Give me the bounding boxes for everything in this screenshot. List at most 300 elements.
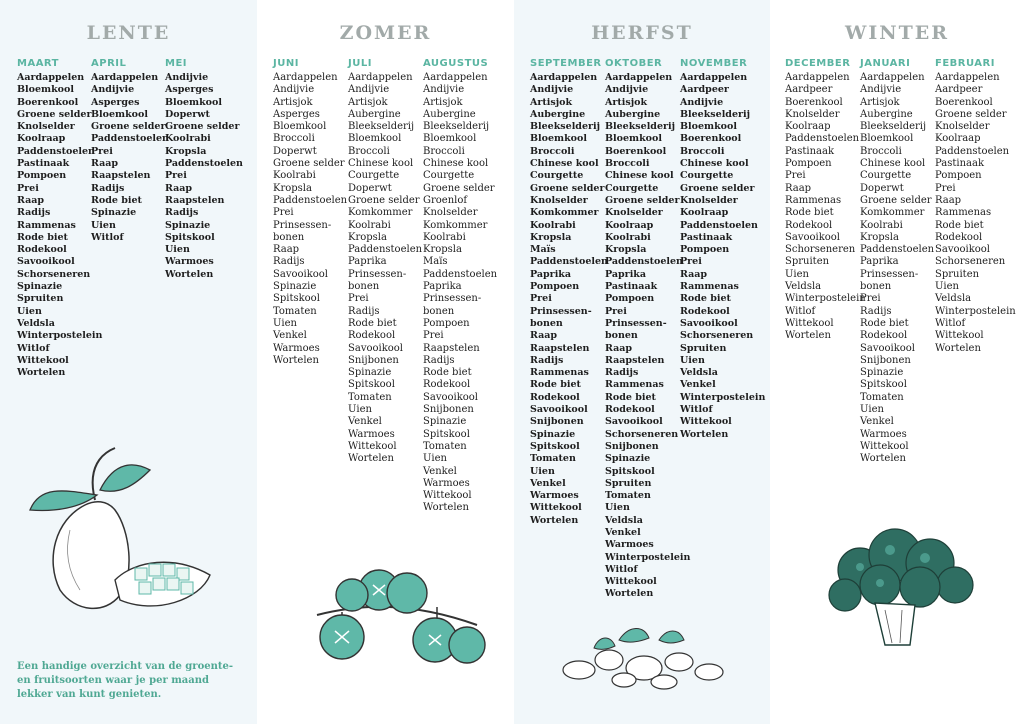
produce-item: Wittekool xyxy=(530,502,582,514)
produce-item: Winterpostelein xyxy=(785,293,866,305)
season-title: WINTER xyxy=(844,22,949,44)
produce-item: Wortelen xyxy=(605,588,654,600)
month-name: DECEMBER xyxy=(785,58,851,69)
produce-item: Andijvie xyxy=(273,84,315,96)
produce-item: Kropsla xyxy=(423,244,462,256)
produce-item: Wortelen xyxy=(530,514,579,526)
produce-item: Knolselder xyxy=(423,207,478,219)
produce-item: Uien xyxy=(91,219,116,231)
produce-list xyxy=(785,72,866,343)
produce-item: Koolrabi xyxy=(860,219,903,231)
produce-item: Schorseneren xyxy=(680,330,754,342)
produce-item: Doperwt xyxy=(860,182,904,194)
produce-item: Rode biet xyxy=(935,219,984,231)
produce-item: Warmoes xyxy=(530,490,579,502)
produce-list xyxy=(605,72,690,601)
produce-item: Savooikool xyxy=(423,391,478,403)
produce-item: Koolrabi xyxy=(423,231,466,243)
produce-item: Bloemkool xyxy=(423,133,477,145)
produce-item: Rode biet xyxy=(91,194,142,206)
produce-item: Paprika xyxy=(423,281,462,293)
produce-item: Groenlof xyxy=(423,194,468,206)
produce-item: Pastinaak xyxy=(785,145,835,157)
produce-item: Boerenkool xyxy=(17,96,79,108)
produce-item: Aubergine xyxy=(860,108,913,120)
produce-item: Tomaten xyxy=(273,305,317,317)
month-column-juli xyxy=(348,58,422,466)
produce-item: Schorseneren xyxy=(935,256,1006,268)
produce-item: Paddenstoelen xyxy=(165,158,243,170)
produce-item: Raap xyxy=(785,182,812,194)
produce-item: Bleekselderij xyxy=(530,121,601,133)
produce-item: Venkel xyxy=(680,379,716,391)
produce-item: Uien xyxy=(680,354,705,366)
produce-item: Spinazie xyxy=(530,428,576,440)
produce-item: Broccoli xyxy=(860,145,902,157)
produce-item: Boerenkool xyxy=(680,133,742,145)
produce-item: Rammenas xyxy=(17,219,76,231)
produce-item: Uien xyxy=(423,453,447,465)
produce-item: Snijbonen xyxy=(860,354,911,366)
produce-item: Aubergine xyxy=(348,108,401,120)
produce-item: Venkel xyxy=(348,416,382,428)
produce-item: Schorseneren xyxy=(785,244,856,256)
produce-item: Asperges xyxy=(91,96,140,108)
produce-item: Spruiten xyxy=(935,268,980,280)
produce-item: Bleekselderij xyxy=(348,121,415,133)
month-name: AUGUSTUS xyxy=(423,58,489,69)
produce-item: Artisjok xyxy=(530,96,573,108)
produce-item: Kropsla xyxy=(605,244,647,256)
produce-item: Venkel xyxy=(530,477,566,489)
produce-item: Prei xyxy=(680,256,702,268)
produce-item: Koolrabi xyxy=(605,231,651,243)
produce-item: Uien xyxy=(935,281,959,293)
produce-item: Veldsla xyxy=(17,317,55,329)
produce-item: Courgette xyxy=(530,170,584,182)
produce-item: Prinsessen- bonen xyxy=(423,293,482,317)
produce-item: Rode biet xyxy=(530,379,581,391)
produce-item: Wortelen xyxy=(17,367,66,379)
produce-item: Andijvie xyxy=(530,84,574,96)
produce-list xyxy=(273,72,347,367)
season-panel-lente xyxy=(0,0,257,724)
produce-item: Chinese kool xyxy=(605,170,674,182)
broccoli-illustration xyxy=(820,525,980,655)
produce-item: Courgette xyxy=(605,182,659,194)
produce-item: Rode biet xyxy=(785,207,834,219)
produce-item: Uien xyxy=(17,305,42,317)
produce-item: Andijvie xyxy=(423,84,465,96)
produce-item: Andijvie xyxy=(605,84,649,96)
produce-item: Paddenstoelen xyxy=(785,133,860,145)
produce-item: Spinazie xyxy=(165,219,211,231)
produce-item: Tomaten xyxy=(423,440,467,452)
produce-item: Wortelen xyxy=(273,354,319,366)
produce-item: Broccoli xyxy=(423,145,465,157)
produce-item: Wortelen xyxy=(935,342,981,354)
produce-item: Raap xyxy=(935,194,962,206)
produce-item: Paddenstoelen xyxy=(680,219,758,231)
produce-item: Doperwt xyxy=(273,145,317,157)
month-column-december xyxy=(785,58,866,343)
produce-list xyxy=(680,72,765,441)
month-column-maart xyxy=(17,58,102,379)
produce-item: Broccoli xyxy=(348,145,390,157)
month-name: OKTOBER xyxy=(605,58,663,69)
produce-item: Prei xyxy=(935,182,956,194)
produce-item: Spinazie xyxy=(423,416,467,428)
produce-item: Savooikool xyxy=(680,317,738,329)
month-column-februari xyxy=(935,58,1016,355)
produce-item: Groene selder xyxy=(530,182,605,194)
month-name: MEI xyxy=(165,58,188,69)
produce-item: Komkommer xyxy=(348,207,413,219)
produce-item: Witlof xyxy=(680,404,713,416)
produce-item: Prinsessen- bonen xyxy=(605,317,667,342)
produce-item: Bloemkool xyxy=(17,84,74,96)
produce-item: Paddenstoelen xyxy=(423,268,498,280)
produce-item: Bleekselderij xyxy=(860,121,927,133)
produce-item: Prinsessen- bonen xyxy=(530,305,592,329)
produce-item: Aubergine xyxy=(530,108,586,120)
produce-item: Spinazie xyxy=(860,367,904,379)
produce-item: Paprika xyxy=(860,256,899,268)
produce-item: Venkel xyxy=(273,330,307,342)
produce-item: Radijs xyxy=(165,207,199,219)
produce-list xyxy=(17,72,102,379)
produce-item: Chinese kool xyxy=(860,158,926,170)
produce-item: Bleekselderij xyxy=(423,121,490,133)
produce-item: Komkommer xyxy=(530,207,599,219)
produce-item: Schorseneren xyxy=(17,268,91,280)
produce-item: Bloemkool xyxy=(605,133,662,145)
produce-item: Spitskool xyxy=(348,379,395,391)
month-column-oktober xyxy=(605,58,690,601)
produce-item: Paddenstoelen xyxy=(530,256,608,268)
produce-item: Spruiten xyxy=(785,256,830,268)
month-column-mei xyxy=(165,58,243,281)
produce-item: Winterpostelein xyxy=(935,305,1016,317)
produce-item: Artisjok xyxy=(423,96,463,108)
produce-item: Chinese kool xyxy=(680,158,749,170)
produce-item: Courgette xyxy=(860,170,912,182)
produce-item: Spinazie xyxy=(91,207,137,219)
produce-item: Warmoes xyxy=(860,428,907,440)
produce-item: Kropsla xyxy=(165,145,207,157)
produce-item: Raap xyxy=(273,244,300,256)
produce-item: Rodekool xyxy=(348,330,396,342)
month-column-november xyxy=(680,58,765,441)
produce-item: Rodekool xyxy=(860,330,908,342)
produce-item: Aardappelen xyxy=(605,72,673,83)
produce-item: Artisjok xyxy=(605,96,648,108)
season-panel-herfst xyxy=(514,0,770,724)
produce-item: Pompoen xyxy=(605,293,655,305)
produce-item: Veldsla xyxy=(680,367,718,379)
produce-item: Koolraap xyxy=(680,207,729,219)
produce-item: Koolrabi xyxy=(165,133,211,145)
produce-item: Raap xyxy=(680,268,708,280)
produce-item: Prei xyxy=(605,305,627,317)
produce-item: Wortelen xyxy=(348,453,394,465)
month-name: APRIL xyxy=(91,58,127,69)
produce-item: Knolselder xyxy=(680,194,738,206)
produce-item: Tomaten xyxy=(860,391,904,403)
produce-item: Koolraap xyxy=(785,121,831,133)
produce-item: Savooikool xyxy=(860,342,915,354)
produce-item: Asperges xyxy=(273,108,320,120)
produce-item: Artisjok xyxy=(860,96,900,108)
produce-item: Spruiten xyxy=(605,477,652,489)
produce-item: Spitskool xyxy=(423,428,470,440)
produce-item: Artisjok xyxy=(273,96,313,108)
produce-item: Warmoes xyxy=(348,428,395,440)
produce-item: Bloemkool xyxy=(530,133,587,145)
produce-item: Groene selder xyxy=(17,108,92,120)
produce-item: Spitskool xyxy=(530,440,580,452)
produce-item: Paddenstoelen xyxy=(860,244,935,256)
produce-item: Wortelen xyxy=(680,428,729,440)
produce-item: Raap xyxy=(605,342,633,354)
produce-item: Radijs xyxy=(860,305,892,317)
produce-item: Chinese kool xyxy=(530,158,599,170)
produce-list xyxy=(935,72,1016,355)
produce-item: Courgette xyxy=(423,170,475,182)
produce-item: Andijvie xyxy=(348,84,390,96)
produce-item: Spitskool xyxy=(273,293,320,305)
produce-item: Andijvie xyxy=(165,72,209,83)
produce-item: Pastinaak xyxy=(935,158,985,170)
produce-item: Wittekool xyxy=(423,490,472,502)
produce-item: Paprika xyxy=(348,256,387,268)
produce-item: Andijvie xyxy=(860,84,902,96)
produce-item: Chinese kool xyxy=(423,158,489,170)
month-column-januari xyxy=(860,58,934,466)
produce-item: Komkommer xyxy=(860,207,925,219)
produce-item: Boerenkool xyxy=(785,96,843,108)
produce-item: Uien xyxy=(785,268,809,280)
month-column-augustus xyxy=(423,58,497,515)
produce-item: Aardappelen xyxy=(530,72,598,83)
month-column-juni xyxy=(273,58,347,367)
produce-item: Snijbonen xyxy=(348,354,399,366)
produce-item: Wortelen xyxy=(165,268,214,280)
produce-item: Pastinaak xyxy=(605,281,658,293)
produce-item: Rode biet xyxy=(680,293,731,305)
month-name: FEBRUARI xyxy=(935,58,995,69)
mango-illustration xyxy=(25,440,225,620)
produce-item: Radijs xyxy=(348,305,380,317)
produce-item: Tomaten xyxy=(530,453,576,465)
produce-item: Aubergine xyxy=(423,108,476,120)
produce-item: Bloemkool xyxy=(165,96,222,108)
produce-item: Aardpeer xyxy=(680,84,729,96)
produce-item: Broccoli xyxy=(680,145,725,157)
produce-item: Groene selder xyxy=(273,158,345,170)
produce-item: Rodekool xyxy=(935,231,983,243)
produce-item: Rodekool xyxy=(530,391,580,403)
produce-item: Radijs xyxy=(605,367,639,379)
produce-item: Radijs xyxy=(273,256,305,268)
produce-item: Winterpostelein xyxy=(17,330,103,342)
produce-item: Maïs xyxy=(423,256,448,268)
produce-item: Witlof xyxy=(605,563,638,575)
produce-item: Wortelen xyxy=(860,453,906,465)
produce-list xyxy=(348,72,422,466)
produce-item: Uien xyxy=(165,244,190,256)
produce-item: Aardpeer xyxy=(935,84,983,96)
produce-item: Knolselder xyxy=(17,121,75,133)
produce-item: Spinazie xyxy=(605,453,651,465)
produce-item: Broccoli xyxy=(605,158,650,170)
produce-item: Radijs xyxy=(17,207,51,219)
produce-item: Paddenstoelen xyxy=(348,244,423,256)
month-column-april xyxy=(91,58,169,244)
produce-item: Spinazie xyxy=(17,281,63,293)
produce-item: Aardappelen xyxy=(91,72,159,83)
produce-item: Radijs xyxy=(423,354,455,366)
season-panel-winter xyxy=(770,0,1024,724)
produce-item: Prei xyxy=(423,330,444,342)
produce-item: Paddenstoelen xyxy=(935,145,1010,157)
month-name: JANUARI xyxy=(860,58,911,69)
produce-item: Raapstelen xyxy=(165,194,225,206)
produce-item: Winterpostelein xyxy=(680,391,766,403)
produce-item: Radijs xyxy=(530,354,564,366)
produce-list xyxy=(91,72,169,244)
produce-item: Groene selder xyxy=(423,182,495,194)
produce-item: Paddenstoelen xyxy=(91,133,169,145)
produce-item: Pompoen xyxy=(680,244,730,256)
produce-item: Aardappelen xyxy=(935,72,1000,83)
produce-item: Rode biet xyxy=(17,231,68,243)
produce-item: Bloemkool xyxy=(860,133,914,145)
season-title: LENTE xyxy=(86,22,171,44)
produce-item: Knolselder xyxy=(935,121,990,133)
produce-item: Prei xyxy=(165,170,187,182)
produce-item: Maïs xyxy=(530,244,556,256)
produce-item: Courgette xyxy=(348,170,400,182)
produce-item: Witlof xyxy=(17,342,50,354)
produce-item: Broccoli xyxy=(530,145,575,157)
produce-item: Artisjok xyxy=(348,96,388,108)
produce-item: Uien xyxy=(860,404,884,416)
produce-item: Snijbonen xyxy=(423,404,474,416)
produce-item: Bloemkool xyxy=(273,121,327,133)
produce-item: Rode biet xyxy=(348,317,397,329)
produce-item: Raapstelen xyxy=(91,170,151,182)
produce-item: Pompoen xyxy=(785,158,832,170)
produce-item: Spinazie xyxy=(273,281,317,293)
produce-item: Prei xyxy=(348,293,369,305)
season-panel-zomer xyxy=(257,0,514,724)
produce-item: Witlof xyxy=(935,317,966,329)
produce-item: Rode biet xyxy=(423,367,472,379)
month-name: MAART xyxy=(17,58,60,69)
produce-item: Wittekool xyxy=(860,440,909,452)
produce-item: Venkel xyxy=(605,526,641,538)
produce-item: Rodekool xyxy=(680,305,730,317)
produce-item: Savooikool xyxy=(530,404,588,416)
produce-item: Knolselder xyxy=(785,108,840,120)
season-title: ZOMER xyxy=(339,22,432,44)
produce-item: Radijs xyxy=(91,182,125,194)
produce-item: Bleekselderij xyxy=(680,108,751,120)
produce-item: Raapstelen xyxy=(423,342,480,354)
produce-item: Rammenas xyxy=(935,207,992,219)
produce-item: Prei xyxy=(530,293,552,305)
produce-item: Boerenkool xyxy=(605,145,667,157)
produce-item: Paddenstoelen xyxy=(605,256,683,268)
produce-item: Courgette xyxy=(680,170,734,182)
produce-item: Prei xyxy=(17,182,39,194)
produce-item: Spruiten xyxy=(680,342,727,354)
produce-item: Komkommer xyxy=(423,219,488,231)
produce-item: Groene selder xyxy=(91,121,166,133)
produce-item: Pompoen xyxy=(423,317,470,329)
produce-item: Wittekool xyxy=(935,330,984,342)
produce-item: Prinsessen- bonen xyxy=(273,219,332,243)
produce-item: Aardappelen xyxy=(860,72,925,83)
produce-item: Veldsla xyxy=(605,514,643,526)
produce-item: Koolrabi xyxy=(348,219,391,231)
produce-item: Pastinaak xyxy=(17,158,70,170)
produce-item: Asperges xyxy=(165,84,214,96)
produce-item: Paprika xyxy=(605,268,647,280)
month-column-september xyxy=(530,58,608,527)
produce-item: Pompoen xyxy=(530,281,580,293)
produce-item: Broccoli xyxy=(273,133,315,145)
produce-item: Groene selder xyxy=(348,194,420,206)
produce-item: Koolrabi xyxy=(530,219,576,231)
produce-list xyxy=(530,72,608,527)
produce-item: Chinese kool xyxy=(348,158,414,170)
produce-item: Uien xyxy=(605,502,630,514)
month-name: JULI xyxy=(348,58,372,69)
produce-item: Uien xyxy=(273,317,297,329)
produce-item: Snijbonen xyxy=(530,416,584,428)
produce-item: Raap xyxy=(17,194,45,206)
produce-item: Koolraap xyxy=(935,133,981,145)
produce-item: Paddenstoelen xyxy=(273,194,348,206)
produce-item: Tomaten xyxy=(348,391,392,403)
produce-item: Rodekool xyxy=(785,219,833,231)
produce-item: Groene selder xyxy=(935,108,1007,120)
produce-item: Bleekselderij xyxy=(605,121,676,133)
produce-item: Paprika xyxy=(530,268,572,280)
produce-item: Schorseneren xyxy=(605,428,679,440)
produce-item: Raapstelen xyxy=(605,354,665,366)
produce-item: Spruiten xyxy=(17,293,64,305)
produce-item: Savooikool xyxy=(273,268,328,280)
produce-item: Aardappelen xyxy=(273,72,338,83)
produce-item: Witlof xyxy=(91,231,124,243)
produce-item: Aardappelen xyxy=(423,72,488,83)
produce-item: Kropsla xyxy=(348,231,387,243)
produce-item: Warmoes xyxy=(605,539,654,551)
produce-item: Aardpeer xyxy=(785,84,833,96)
nuts-and-seeds-illustration xyxy=(549,620,729,695)
produce-item: Prei xyxy=(91,145,113,157)
produce-item: Aardappelen xyxy=(680,72,748,83)
produce-item: Groene selder xyxy=(680,182,755,194)
produce-item: Wortelen xyxy=(423,502,469,514)
produce-item: Koolraap xyxy=(17,133,66,145)
produce-item: Savooikool xyxy=(785,231,840,243)
produce-item: Paddenstoelen xyxy=(17,145,95,157)
produce-item: Savooikool xyxy=(17,256,75,268)
